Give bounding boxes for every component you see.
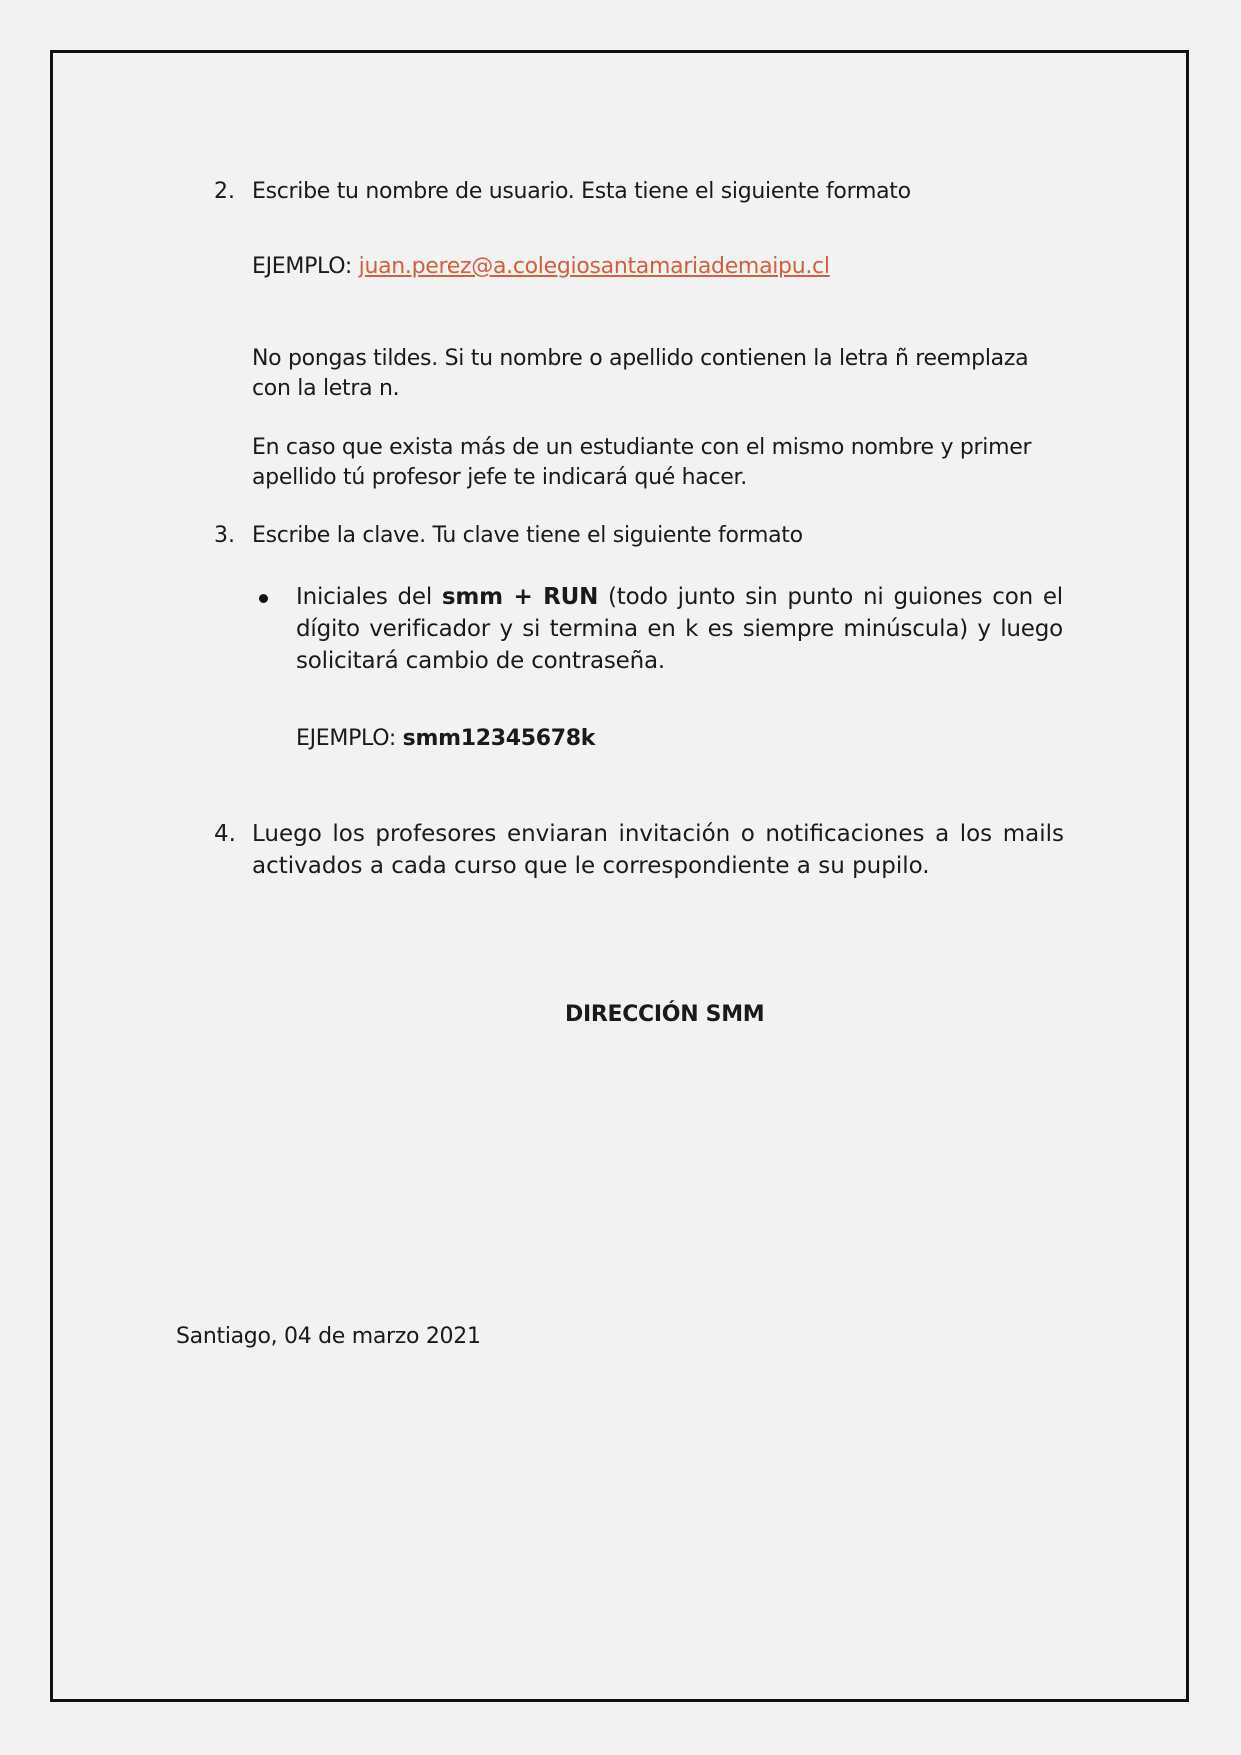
note-tildes-line-2: con la letra n. <box>252 376 400 401</box>
username-example <box>252 252 830 282</box>
bullet-icon <box>259 594 268 603</box>
step-2-number: 2. <box>214 179 235 204</box>
signature: DIRECCIÓN SMM <box>565 1002 765 1027</box>
password-format-bullet <box>296 581 1063 677</box>
place-date: Santiago, 04 de marzo 2021 <box>176 1324 481 1349</box>
step-3-number: 3. <box>214 523 235 548</box>
note-duplicate-line-1: En caso que exista más de un estudiante con el mismo nombre y primer <box>252 435 1032 460</box>
step-2-text: Escribe tu nombre de usuario. Esta tiene el siguiente formato <box>252 179 911 204</box>
step-4-text: Luego los profesores enviaran invitación o notificaciones a los mails activados a cada curso que le correspondiente a su pupilo. <box>252 821 1064 879</box>
password-example-label: EJEMPLO: <box>296 726 403 751</box>
bullet-text-bold: smm + RUN <box>441 584 599 610</box>
step-3-text: Escribe la clave. Tu clave tiene el siguiente formato <box>252 523 803 548</box>
username-example-email-link[interactable]: juan.perez@a.colegiosantamariademaipu.cl <box>358 254 830 279</box>
bullet-text-pre: Iniciales del <box>296 584 442 610</box>
password-example <box>296 724 595 754</box>
username-example-label: EJEMPLO: <box>252 254 359 279</box>
password-example-value: smm12345678k <box>402 726 596 751</box>
bullet-text-post: (todo junto sin punto ni guiones con el dígito verificador y si termina en k es siempre minúscula) y luego solicitará cambio de contraseña. <box>296 584 1064 674</box>
note-duplicate-line-2: apellido tú profesor jefe te indicará qué hacer. <box>252 465 747 490</box>
step-4-number: 4. <box>214 821 236 847</box>
note-tildes-line-1: No pongas tildes. Si tu nombre o apellido contienen la letra ñ reemplaza <box>252 346 1029 371</box>
